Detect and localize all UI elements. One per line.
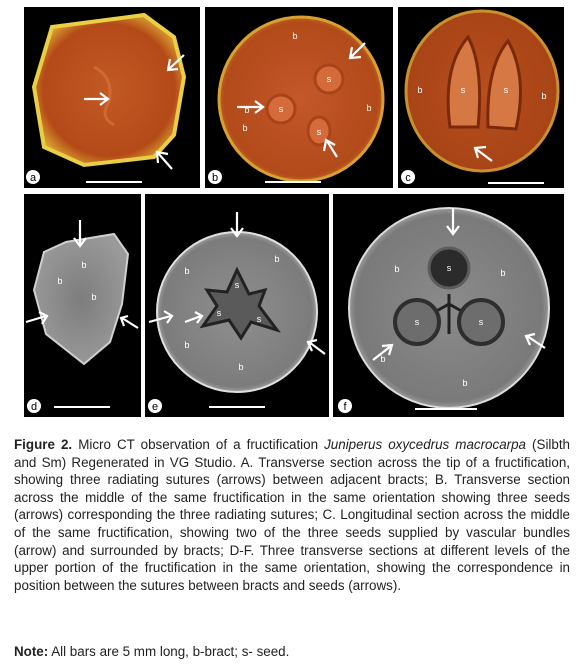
arrow-d3 <box>121 316 138 328</box>
caption-text-1: Micro CT observation of a fructification <box>72 437 325 452</box>
bract-label-f2: b <box>500 268 506 278</box>
arrow-a3 <box>157 152 172 169</box>
bract-label-d2: b <box>57 276 63 286</box>
seed-label-b3: s <box>316 127 322 137</box>
fructification-b <box>219 17 383 181</box>
bract-label-b1: b <box>292 31 298 41</box>
panel-d <box>24 194 141 417</box>
panel-label-e: e <box>151 401 159 413</box>
seed-label-f3: s <box>478 317 484 327</box>
bract-label-c1: b <box>417 85 423 95</box>
figure-label: Figure 2. <box>14 437 73 452</box>
figure-caption <box>14 436 570 594</box>
panel-a <box>24 7 200 188</box>
panel-c <box>398 7 564 188</box>
bract-label-c2: b <box>541 91 547 101</box>
species-name: Juniperus oxycedrus macrocarpa <box>324 437 526 452</box>
scale-bar-d <box>54 406 110 408</box>
seed-label-b1: s <box>326 74 332 84</box>
arrow-d1 <box>74 220 86 246</box>
seed-label-e1: s <box>234 280 240 290</box>
bract-label-b4: b <box>242 123 248 133</box>
bract-label-d1: b <box>81 260 87 270</box>
arrow-e3 <box>308 340 325 354</box>
bract-label-f3: b <box>380 354 386 364</box>
seed-label-b2: s <box>278 104 284 114</box>
bract-label-f1: b <box>394 264 400 274</box>
panel-b <box>205 7 393 188</box>
seed-label-e2: s <box>216 308 222 318</box>
figure-note <box>14 644 289 659</box>
panel-f <box>333 194 564 417</box>
bract-label-e1: b <box>184 266 190 276</box>
panel-label-c: c <box>405 172 411 184</box>
bract-label-e4: b <box>238 362 244 372</box>
fructification-d <box>34 234 128 364</box>
bract-label-b2: b <box>244 105 250 115</box>
scale-bar-f <box>415 408 477 410</box>
bract-label-d3: b <box>91 292 97 302</box>
bract-label-e2: b <box>274 254 280 264</box>
bract-label-e3: b <box>184 340 190 350</box>
seed-label-f1: s <box>446 263 452 273</box>
seed-label-c2: s <box>503 85 509 95</box>
bract-label-b3: b <box>366 103 372 113</box>
bract-label-f4: b <box>462 378 468 388</box>
note-text: All bars are 5 mm long, b-bract; s- seed. <box>48 644 290 659</box>
scale-bar-b <box>265 181 321 183</box>
panel-label-d: d <box>30 401 38 413</box>
scale-bar-a <box>86 181 142 183</box>
scale-bar-c <box>488 182 544 184</box>
note-label: Note: <box>14 644 49 659</box>
seed-label-f2: s <box>414 317 420 327</box>
caption-text-2: (Silbth and Sm) Regenerated in VG Studio. A. Transverse section across the tip of a fructification, showing three radiating sutures (arrows) between adjacent bracts; B. Transverse section across the middle of the same fructification in the same orientation showing three seeds (arrows) corresponding the three radiating sutures; C. Longitudinal section across the middle of the same fructification, showing two of the three seeds supplied by vascular bundles (arrow) and surrounded by bracts; D-F. Three transverse sections at different levels of the upper portion of the fructification in the same orientation, showing the correspondence in position between the sutures between bracts and seeds (arrows). <box>14 437 571 593</box>
panel-label-b: b <box>211 172 219 184</box>
panel-e <box>145 194 329 417</box>
seed-label-e3: s <box>256 314 262 324</box>
seed-label-c1: s <box>460 85 466 95</box>
scale-bar-e <box>209 406 265 408</box>
panel-label-a: a <box>29 172 37 184</box>
panel-label-f: f <box>343 401 347 413</box>
